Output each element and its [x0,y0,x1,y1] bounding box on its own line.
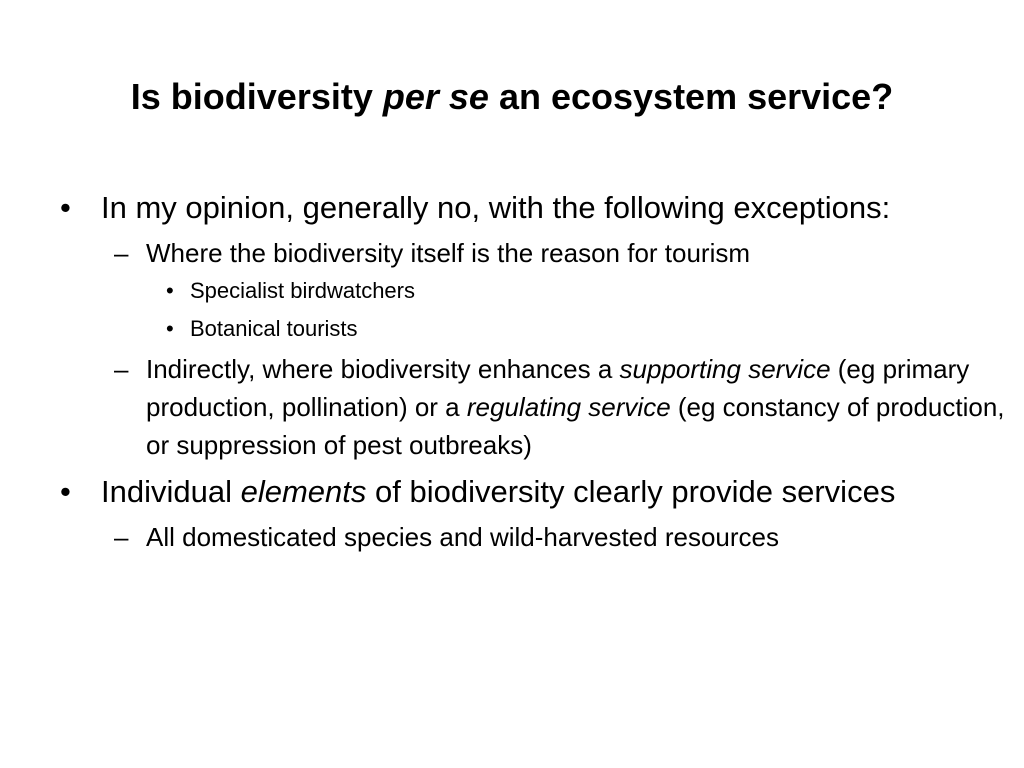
subbullet-indirectly-text-a: Indirectly, where biodiversity enhances a [146,354,620,384]
title-text-1: Is biodiversity [130,76,383,117]
bullet-opinion-text: In my opinion, generally no, with the following exceptions: [101,190,891,225]
dash-icon: – [114,238,129,268]
bullet-dot-icon: • [166,278,174,303]
subbullet-domesticated-text: All domesticated species and wild-harvested resources [146,522,779,552]
dash-icon: – [114,522,129,552]
title-italic-per-se: per se [382,76,489,117]
bullet-individual-text-b: of biodiversity clearly provide services [366,474,896,509]
dash-icon: – [114,354,129,384]
elements-italic: elements [240,474,367,509]
supporting-service-italic: supporting service [619,354,831,384]
subbullet-indirectly-text-c: (eg constancy of production, or suppression of pest outbreaks) [146,392,1005,460]
title-text-2: an ecosystem service? [488,76,894,117]
subbullet-tourism-text: Where the biodiversity itself is the reason for tourism [146,238,751,268]
subbullet-indirectly [60,350,1022,464]
subsubbullet-botanical [60,310,1022,348]
subsubbullet-birdwatchers-text: Specialist birdwatchers [190,278,415,303]
subbullet-indirectly-text-b: (eg primary production, pollination) or a [146,354,970,422]
subbullet-tourism [60,234,1022,272]
bullet-dot-icon: • [60,190,71,225]
bullet-individual-elements [60,472,1022,512]
slide-body [60,188,1022,556]
regulating-service-italic: regulating service [466,392,671,422]
bullet-dot-icon: • [166,316,174,341]
subbullet-domesticated [60,518,1022,556]
bullet-individual-text-a: Individual [101,474,241,509]
subsubbullet-birdwatchers [60,272,1022,310]
subsubbullet-botanical-text: Botanical tourists [190,316,358,341]
bullet-dot-icon: • [60,474,71,509]
slide-title [0,74,1024,120]
bullet-opinion [60,188,1022,228]
